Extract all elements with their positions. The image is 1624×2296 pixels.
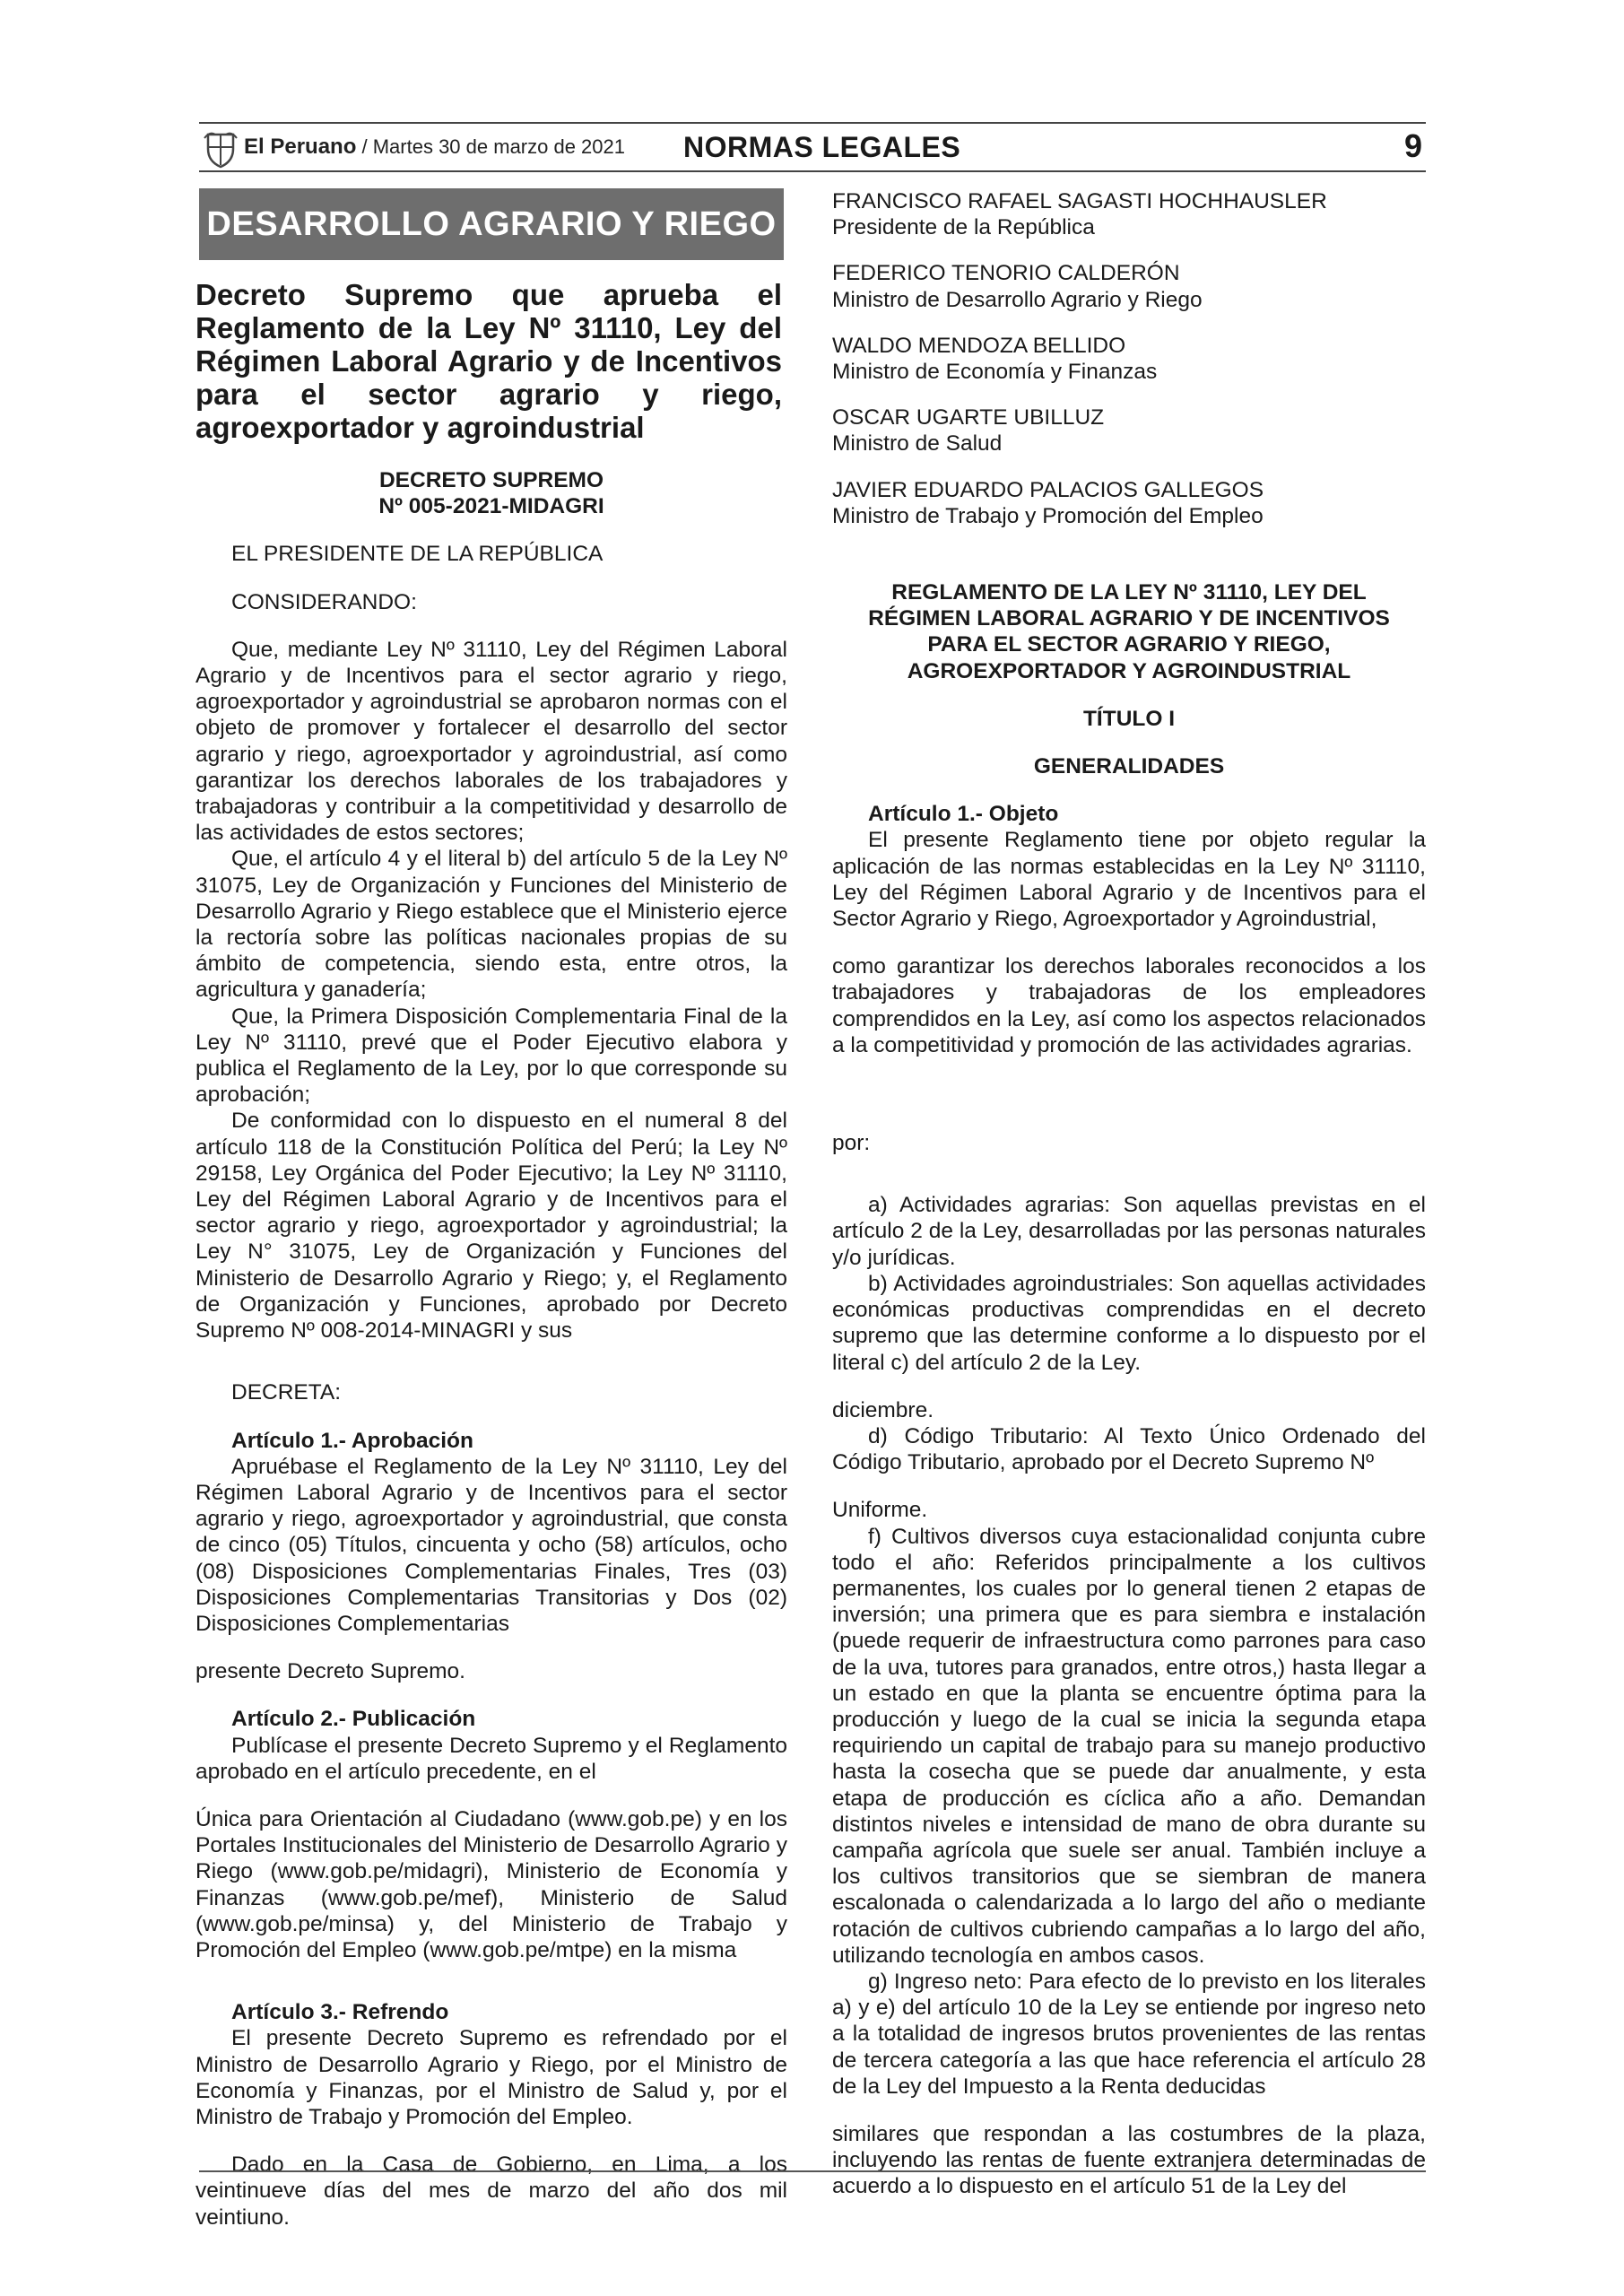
title-heading: TÍTULO I bbox=[1082, 706, 1176, 731]
paragraph: presente Decreto Supremo. bbox=[195, 1659, 465, 1684]
article-heading: Artículo 1.- Objeto bbox=[868, 802, 1059, 827]
paragraph: similares que respondan a las costumbres de la plaza, incluyendo las rentas de fuente extranjera determinadas de acuerdo a lo dispuesto en el artículo 51 de la Ley del bbox=[832, 2121, 1426, 2199]
signatory-role: Ministro de Trabajo y Promoción del Empleo bbox=[832, 503, 1264, 528]
definition-item: d) Código Tributario: Al Texto Único Ordenado del Código Tributario, aprobado por el Decreto Supremo Nº bbox=[832, 1423, 1426, 1475]
header-publication bbox=[244, 135, 625, 160]
publication-date: / Martes 30 de marzo de 2021 bbox=[361, 135, 625, 158]
header-bottom-rule bbox=[199, 170, 1426, 172]
signatory-role: Ministro de Economía y Finanzas bbox=[832, 360, 1158, 385]
definition-item: g) Ingreso neto: Para efecto de lo previsto en los literales a) y e) del artículo 10 de la Ley se entiende por ingreso neto a la totalidad de ingresos brutos provenientes de las rentas de tercera categoría a las que hace referencia el artículo 28 de la Ley del Impuesto a la Renta deducidas bbox=[832, 1969, 1426, 2099]
paragraph: Uniforme. bbox=[832, 1498, 928, 1523]
signatory-role: Presidente de la República bbox=[832, 215, 1095, 240]
paragraph: El presente Reglamento tiene por objeto regular la aplicación de las normas establecidas en la Ley Nº 31110, Ley del Régimen Laboral Agrario y de Incentivos para el Sector Agrario y Riego, Agroexportador y Agroindustrial, bbox=[832, 828, 1426, 932]
paragraph: De conformidad con lo dispuesto en el numeral 8 del artículo 118 de la Constitución Política del Perú; la Ley Nº 29158, Ley Orgánica del Poder Ejecutivo; la Ley Nº 31110, Ley del Régimen Laboral Agrario y de Incentivos para el sector agrario y riego, agroexportador y agroindustrial; la Ley N° 31075, Ley de Organización y Funciones del Ministerio de Desarrollo Agrario y Riego; y, el Reglamento de Organización y Funciones, aprobado por Decreto Supremo Nº 008-2014-MINAGRI y sus bbox=[195, 1109, 787, 1344]
article-heading: Artículo 1.- Aprobación bbox=[231, 1428, 473, 1453]
signatory-role: Ministro de Desarrollo Agrario y Riego bbox=[832, 287, 1203, 312]
definition-item: a) Actividades agrarias: Son aquellas previstas en el artículo 2 de la Ley, desarrolladas por las personas naturales y/o jurídicas. bbox=[832, 1193, 1426, 1270]
header-top-rule bbox=[199, 122, 1426, 124]
footer-rule bbox=[199, 2170, 1426, 2172]
paragraph: Publícase el presente Decreto Supremo y el Reglamento aprobado en el artículo precedente, en el bbox=[195, 1733, 787, 1784]
paragraph: Única para Orientación al Ciudadano (www.gob.pe) y en los Portales Institucionales del Ministerio de Desarrollo Agrario y Riego (www.gob.pe/midagri), Ministerio de Economía y Finanzas (www.gob.pe/mef), Ministerio de Salud (www.gob.pe/minsa) y, del Ministerio de Trabajo y Promoción del Empleo (www.gob.pe/mtpe) en la misma bbox=[195, 1806, 787, 1962]
signatory-name: FRANCISCO RAFAEL SAGASTI HOCHHAUSLER bbox=[832, 189, 1327, 213]
paragraph: por: bbox=[832, 1131, 871, 1156]
paragraph: Apruébase el Reglamento de la Ley Nº 31110, Ley del Régimen Laboral Agrario y de Incentivos para el sector agrario y riego, agroexportador y agroindustrial, que consta de cinco (05) Títulos, cincuenta y ocho (58) artículos, ocho (08) Disposiciones Complementarias Finales, Tres (03) Disposiciones Complementarias Transitorias y Dos (02) Disposiciones Complementarias bbox=[195, 1454, 787, 1636]
document-title: Decreto Supremo que aprueba el Reglamento de la Ley Nº 31110, Ley del Régimen Laboral Agrario y de Incentivos para el sector agrario y riego, agroexportador y agroindustrial bbox=[195, 278, 782, 444]
page-number: 9 bbox=[1403, 127, 1422, 164]
article-heading: Artículo 3.- Refrendo bbox=[231, 2000, 449, 2025]
definition-item: b) Actividades agroindustriales: Son aquellas actividades económicas productivas comprendidas en el decreto supremo que las determine conforme a lo dispuesto por el literal c) del artículo 2 de la Ley. bbox=[832, 1271, 1426, 1375]
decreta-heading: DECRETA: bbox=[231, 1380, 342, 1405]
paragraph: Que, la Primera Disposición Complementaria Final de la Ley Nº 31110, prevé que el Poder Ejecutivo elabora y publica el Reglamento de la Ley, por lo que corresponde su aprobación; bbox=[195, 1004, 787, 1108]
decree-number: Nº 005-2021-MIDAGRI bbox=[378, 494, 604, 519]
article-heading: Artículo 2.- Publicación bbox=[231, 1707, 476, 1732]
left-column bbox=[195, 188, 787, 2231]
regulation-title: REGLAMENTO DE LA LEY Nº 31110, LEY DEL RÉGIMEN LABORAL AGRARIO Y DE INCENTIVOS PARA EL SECTOR AGRARIO Y RIEGO, AGROEXPORTADOR Y AGROINDUSTRIAL bbox=[868, 580, 1390, 683]
paragraph: Que, mediante Ley Nº 31110, Ley del Régimen Laboral Agrario y de Incentivos para el sector agrario y riego, agroexportador y agroindustrial se aprobaron normas con el objeto de promover y fortalecer el desarrollo del sector agrario y riego, agroexportador y agroindustrial, así como garantizar los derechos laborales de los trabajadores y trabajadoras y contribuir a la competitividad y desarrollo de las actividades de estos sectores; bbox=[195, 637, 787, 846]
decree-label: DECRETO SUPREMO bbox=[378, 468, 604, 492]
page-header bbox=[199, 115, 1426, 178]
section-banner: DESARROLLO AGRARIO Y RIEGO bbox=[199, 188, 784, 260]
definition-item: f) Cultivos diversos cuya estacionalidad conjunta cubre todo el año: Referidos principalmente a los cultivos permanentes, los cuales por lo general tienen 2 etapas de inversión; una primera que es para siembra e instalación (puede requerir de infraestructura como parrones para caso de la uva, tutores para granados, entre otros,) hasta llegar a un estado en que la planta se encuentre óptima para la producción y luego de la cual se inicia la segunda etapa requiriendo un capital de trabajo para su manejo productivo hasta la cosecha que se puede dar anualmente, y esta etapa de producción es cíclica año a año. Demandan distintos niveles e intensidad de mano de obra durante su campaña agrícola que suele ser anual. También incluye a los cultivos transitorios que se siembran de manera escalonada o calendarizada a lo largo del año o mediante rotación de cultivos cubriendo campañas a lo largo del año, utilizando tecnología en ambos casos. bbox=[832, 1524, 1426, 1968]
considerando-heading: CONSIDERANDO: bbox=[231, 589, 417, 614]
signatory-role: Ministro de Salud bbox=[832, 431, 1003, 457]
paragraph: diciembre. bbox=[832, 1397, 934, 1422]
paragraph: El presente Decreto Supremo es refrendado por el Ministro de Desarrollo Agrario y Riego, por el Ministro de Economía y Finanzas, por el Ministro de Salud y, por el Ministro de Trabajo y Promoción del Empleo. bbox=[195, 2026, 787, 2129]
coat-of-arms-icon bbox=[203, 129, 239, 169]
paragraph: Que, el artículo 4 y el literal b) del artículo 5 de la Ley Nº 31075, Ley de Organización y Funciones del Ministerio de Desarrollo Agrario y Riego establece que el Ministerio ejerce la rectoría sobre las políticas nacionales propias de su ámbito de competencia, siendo esta, entre otros, la agricultura y ganadería; bbox=[195, 847, 787, 1003]
signatory-name: FEDERICO TENORIO CALDERÓN bbox=[832, 261, 1180, 286]
signatory-name: WALDO MENDOZA BELLIDO bbox=[832, 333, 1126, 358]
right-column bbox=[832, 188, 1426, 2200]
closing-paragraph: Dado en la Casa de Gobierno, en Lima, a los veintinueve días del mes de marzo del año dos mil veintiuno. bbox=[195, 2152, 787, 2230]
signatory-name: JAVIER EDUARDO PALACIOS GALLEGOS bbox=[832, 477, 1264, 502]
newspaper-name: El Peruano bbox=[244, 135, 357, 159]
chapter-heading: GENERALIDADES bbox=[1033, 754, 1225, 779]
header-section: NORMAS LEGALES bbox=[683, 131, 961, 163]
paragraph: como garantizar los derechos laborales reconocidos a los trabajadores y trabajadoras de los empleadores comprendidos en la Ley, así como los aspectos relacionados a la competitividad y promoción de las actividades agrarias. bbox=[832, 954, 1426, 1057]
signatory-name: OSCAR UGARTE UBILLUZ bbox=[832, 405, 1105, 430]
president-heading: EL PRESIDENTE DE LA REPÚBLICA bbox=[231, 542, 604, 567]
